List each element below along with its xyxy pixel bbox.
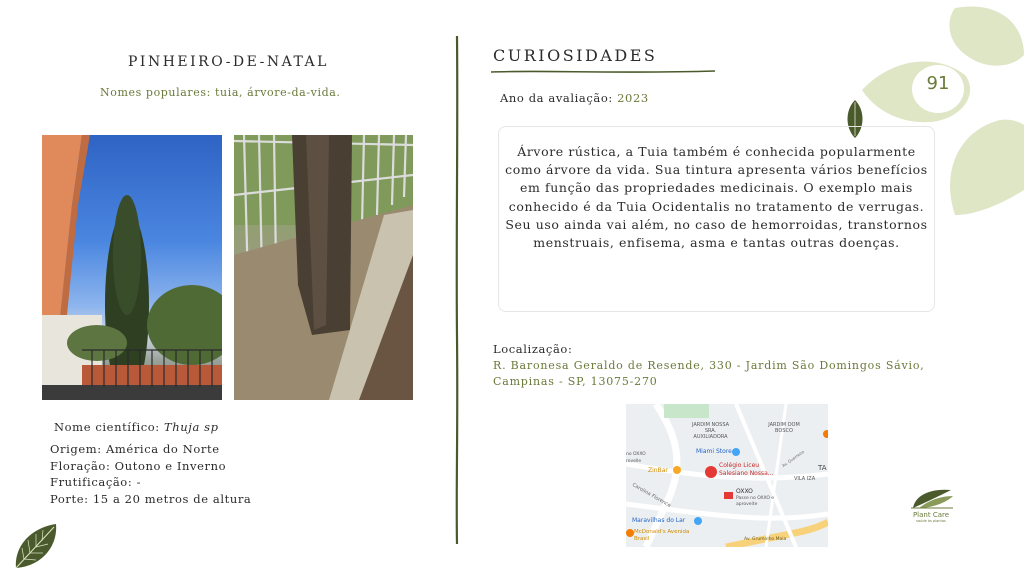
logo-text bbox=[896, 511, 966, 523]
vertical-divider bbox=[454, 36, 460, 544]
fact-size: Porte: 15 a 20 metros de altura bbox=[50, 491, 252, 506]
map-label-jardim-nossa: JARDIM NOSSA SRA. AUXILIADORA bbox=[691, 422, 730, 440]
scientific-name-line bbox=[54, 420, 219, 434]
tree-photo bbox=[42, 135, 222, 400]
trunk-photo bbox=[234, 135, 413, 400]
evaluation-year bbox=[500, 91, 649, 105]
map-label-oxxo-sub: Passe no OXXO e aproveite bbox=[736, 496, 775, 507]
map-label-guerreiro: Av. Guerreiro bbox=[781, 449, 806, 469]
leaf-icon bbox=[12, 522, 60, 572]
location-map[interactable] bbox=[626, 404, 828, 547]
section-title: CURIOSIDADES bbox=[493, 46, 658, 65]
plant-care-logo-icon bbox=[909, 486, 955, 510]
location-address: R. Baronesa Geraldo de Resende, 330 - Jardim São Domingos Sávio, Campinas - SP, 13075-270 bbox=[493, 359, 925, 388]
map-label-jardim-dom: JARDIM DOM BOSCO bbox=[768, 422, 800, 434]
plant-facts bbox=[50, 441, 251, 507]
map-label-miami: Miami Store bbox=[696, 448, 732, 455]
map-label-ovxxo-sub: rovelle bbox=[626, 459, 642, 464]
scientific-name: Thuja sp bbox=[164, 420, 219, 434]
map-label-oxxo: OXXO bbox=[736, 488, 753, 495]
map-label-zinbar: ZinBar bbox=[648, 467, 668, 474]
scientific-label: Nome científico: bbox=[54, 420, 165, 434]
map-label-vila: VILA IZA bbox=[794, 476, 816, 482]
fact-flowering: Floração: Outono e Inverno bbox=[50, 458, 227, 473]
map-label-florence: Carolina Florence bbox=[631, 482, 672, 509]
map-label-ovxxo: no OXXO bbox=[626, 452, 646, 457]
year-value: 2023 bbox=[617, 91, 649, 105]
map-label-mcdonalds: McDonald's Avenida Brasil bbox=[634, 529, 690, 542]
map-label-maravilhas: Maravilhas do Lar bbox=[632, 517, 686, 524]
location-label: Localização: bbox=[493, 342, 573, 356]
logo-name: Plant Care bbox=[912, 511, 950, 519]
map-label-colegio: Colégio Liceu Salesiano Nossa... bbox=[719, 462, 774, 477]
year-label: Ano da avaliação: bbox=[500, 91, 618, 105]
fact-origin: Origem: América do Norte bbox=[50, 442, 220, 456]
plant-title: PINHEIRO-DE-NATAL bbox=[128, 54, 329, 70]
title-underline bbox=[491, 68, 715, 76]
popular-names: Nomes populares: tuia, árvore-da-vida. bbox=[100, 86, 341, 99]
logo-tagline: saúde às plantas bbox=[916, 519, 946, 523]
map-label-ta: TA bbox=[818, 464, 827, 472]
fact-fruiting: Frutificação: - bbox=[50, 475, 142, 489]
page-number: 91 bbox=[926, 73, 950, 94]
map-label-grumeiro: Av. Grumolho Maia bbox=[744, 537, 787, 542]
description-text: Árvore rústica, a Tuia também é conhecida popularmente como árvore da vida. Sua tintura apresenta vários benefícios em função das propriedades medicinais. O exemplo mais conhecido é da Tuia Ocidentalis no tratamento de verrugas. Seu uso ainda vai além, no caso de hemorroidas, transtornos menstruais, enfisema, asma e tantas outras doenças. bbox=[505, 144, 928, 251]
